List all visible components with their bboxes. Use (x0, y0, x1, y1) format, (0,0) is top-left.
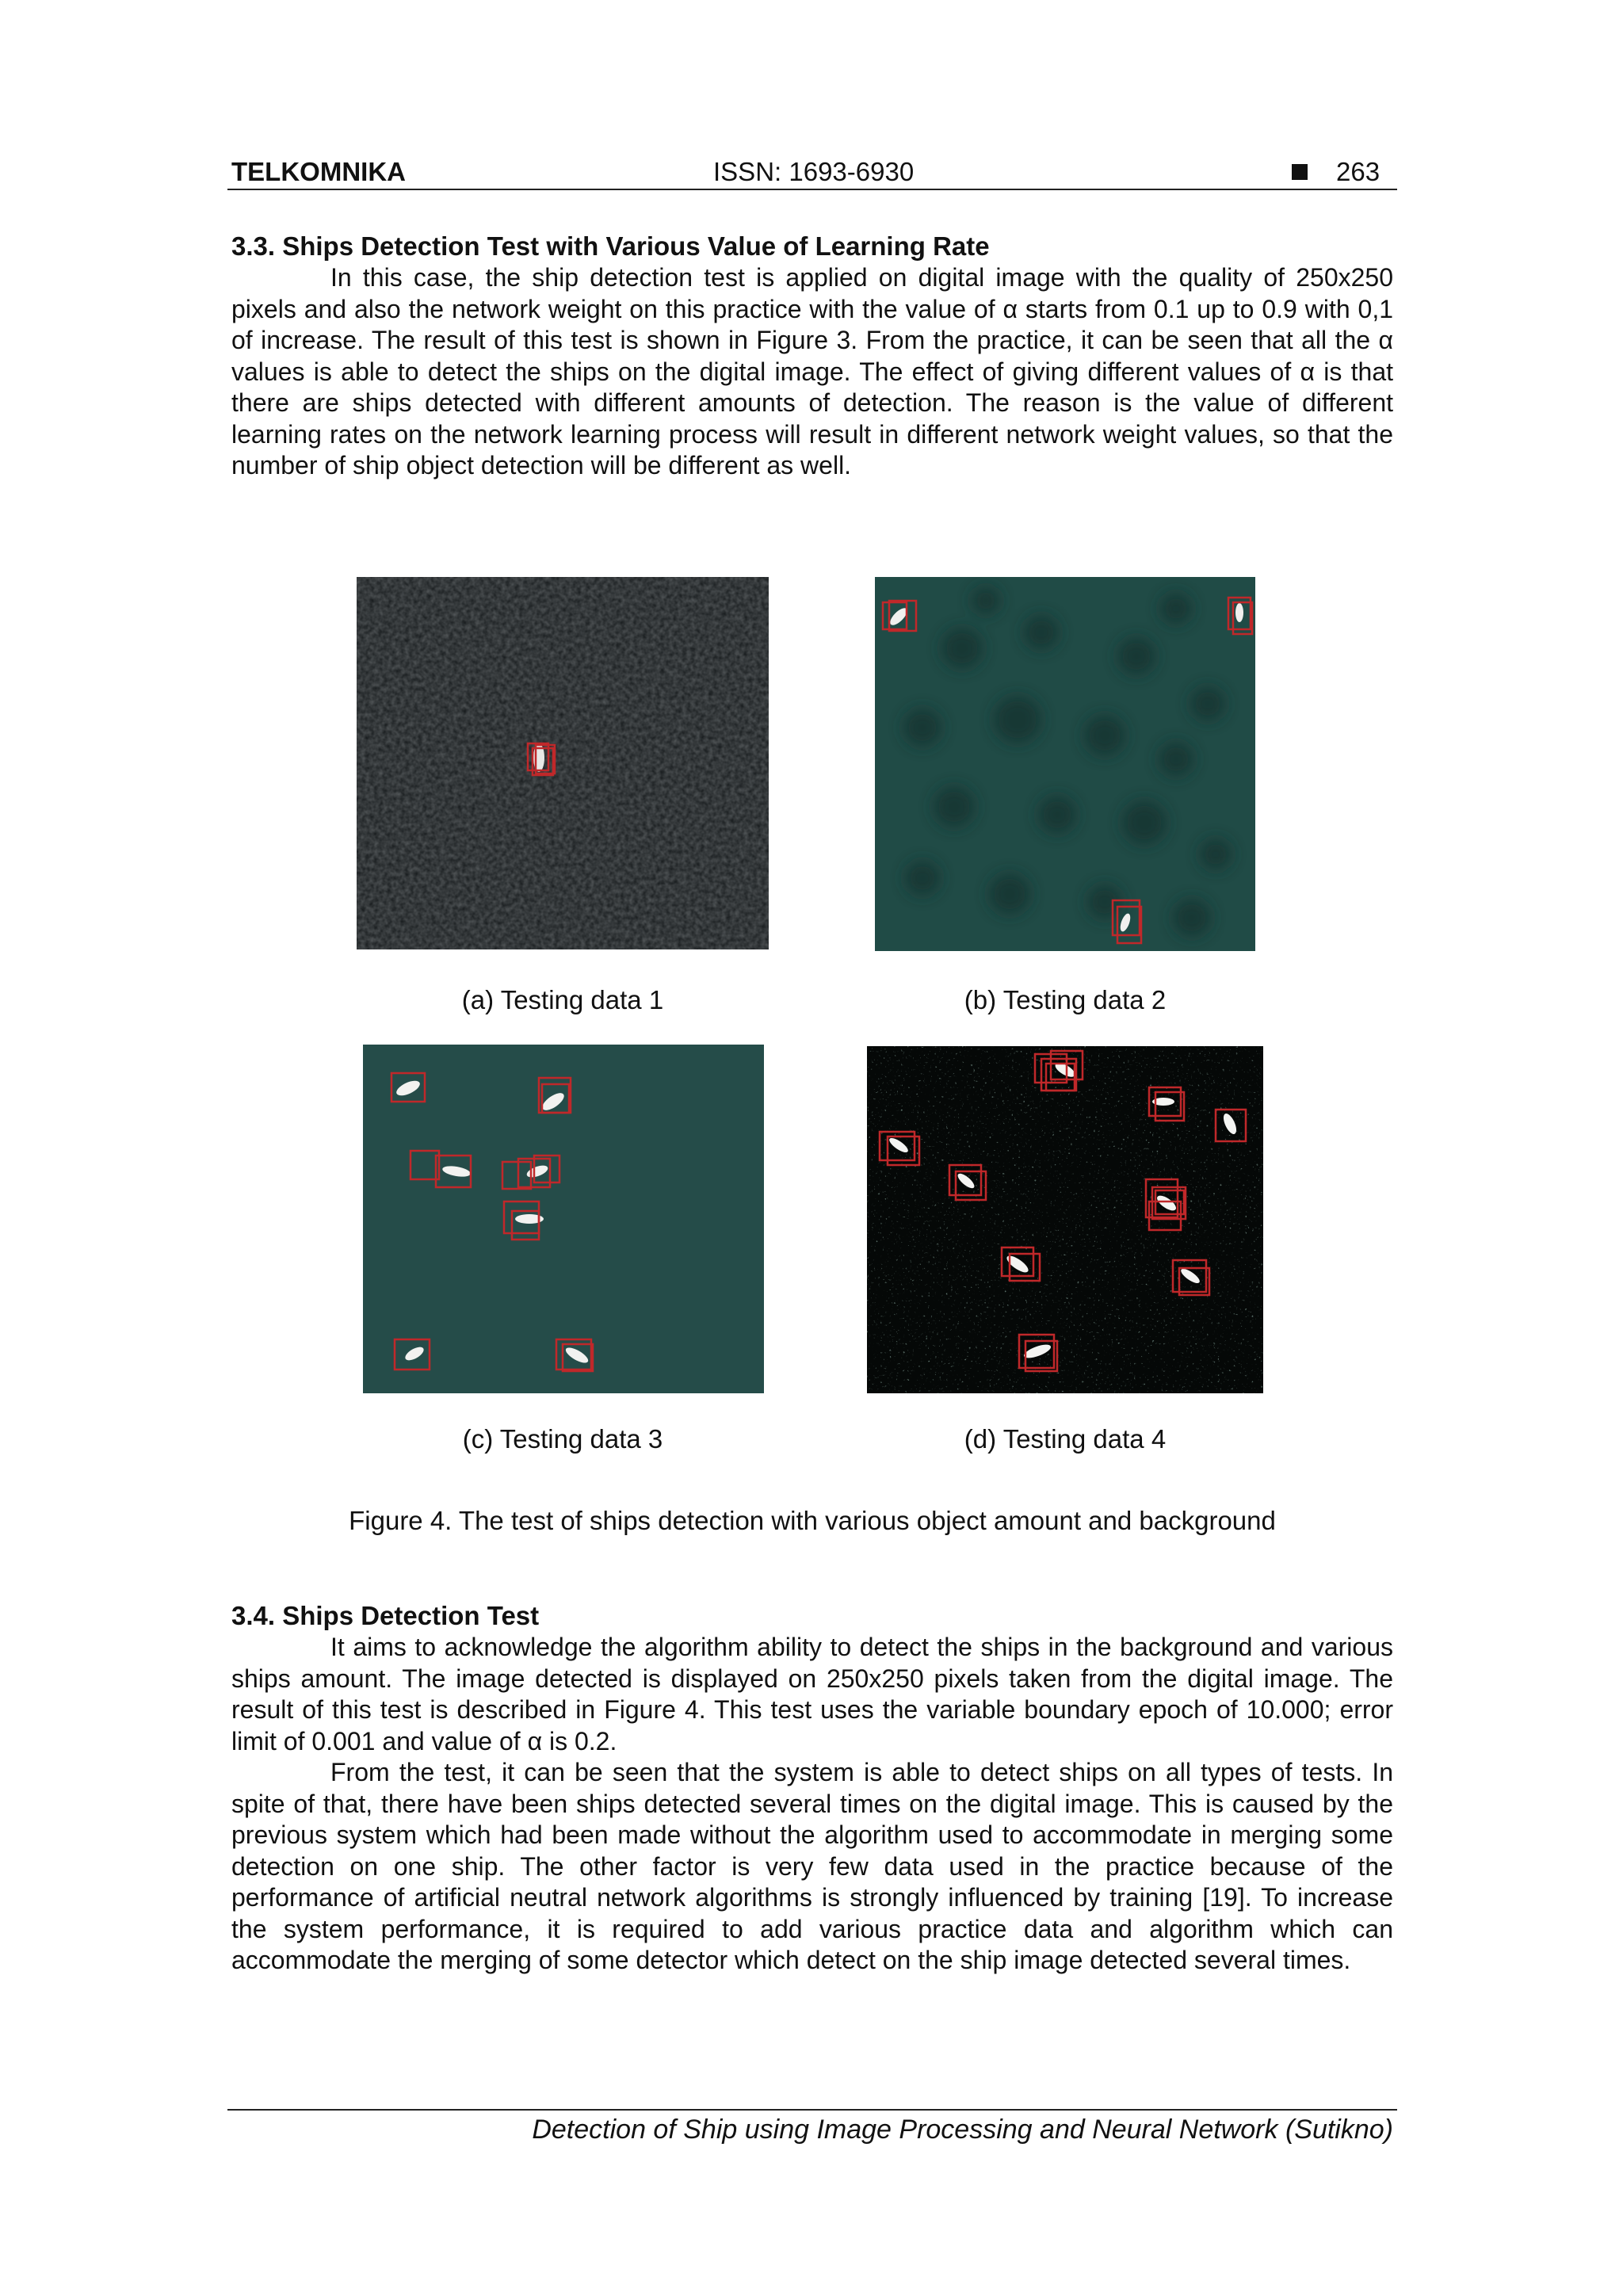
subcaption-a: (a) Testing data 1 (461, 985, 664, 1014)
subcaption-d: (d) Testing data 4 (964, 1424, 1167, 1454)
square-bullet-icon (1292, 164, 1308, 180)
paragraph-text: From the test, it can be seen that the system is able to detect ships on all types of tests. In spite of that, there have been ships detected several times on the digital image. This is caused by the previous system which had been made without the algorithm used to accommodate in merging some detection on one ship. The other factor is very few data used in the practice because of the performance of artificial neutral network algorithms is strongly influenced by training [19]. To increase the system performance, it is required to add various practice data and algorithm which can accommodate the merging of some detector which detect on the ship image detected several times. (231, 1758, 1393, 1974)
subcaption-b: (b) Testing data 2 (964, 985, 1167, 1014)
section-paragraph-3-4-2 (231, 1757, 1393, 1977)
subcaption-c: (c) Testing data 3 (462, 1424, 663, 1454)
running-footer: Detection of Ship using Image Processing and Neural Network (Sutikno) (532, 2115, 1393, 2145)
section-paragraph-3-3 (231, 262, 1393, 482)
section-heading-3-4: 3.4. Ships Detection Test (231, 1601, 540, 1630)
testing-image-4 (867, 1046, 1263, 1393)
page-number: 263 (1336, 157, 1381, 186)
section-heading-3-3: 3.3. Ships Detection Test with Various Value of Learning Rate (231, 231, 990, 261)
testing-image-1 (357, 577, 769, 949)
paragraph-text: It aims to acknowledge the algorithm ability to detect the ships in the background and various ships amount. The image detected is displayed on 250x250 pixels taken from the digital image. The result of this test is described in Figure 4. This test uses the variable boundary epoch of 10.000; error limit of 0.001 and value of α is 0.2. (231, 1633, 1393, 1755)
testing-image-2 (875, 577, 1255, 951)
header-rule (227, 189, 1397, 190)
figure-caption: Figure 4. The test of ships detection with various object amount and background (349, 1506, 1276, 1535)
issn: ISSN: 1693-6930 (713, 157, 915, 186)
section-paragraph-3-4-1 (231, 1632, 1393, 1757)
page-number-block (1292, 157, 1380, 187)
paragraph-text: In this case, the ship detection test is applied on digital image with the quality of 250x250 pixels and also the network weight on this practice with the value of α starts from 0.1 up to 0.9 with 0,1 of increase. The result of this test is shown in Figure 3. From the practice, it can be seen that all the α values is able to detect the ships on the digital image. The effect of giving different values of α is that there are ships detected with different amounts of detection. The reason is the value of different learning rates on the network learning process will result in different network weight values, so that the number of ship object detection will be different as well. (231, 263, 1394, 479)
testing-image-3 (363, 1045, 764, 1393)
journal-name: TELKOMNIKA (231, 157, 406, 186)
